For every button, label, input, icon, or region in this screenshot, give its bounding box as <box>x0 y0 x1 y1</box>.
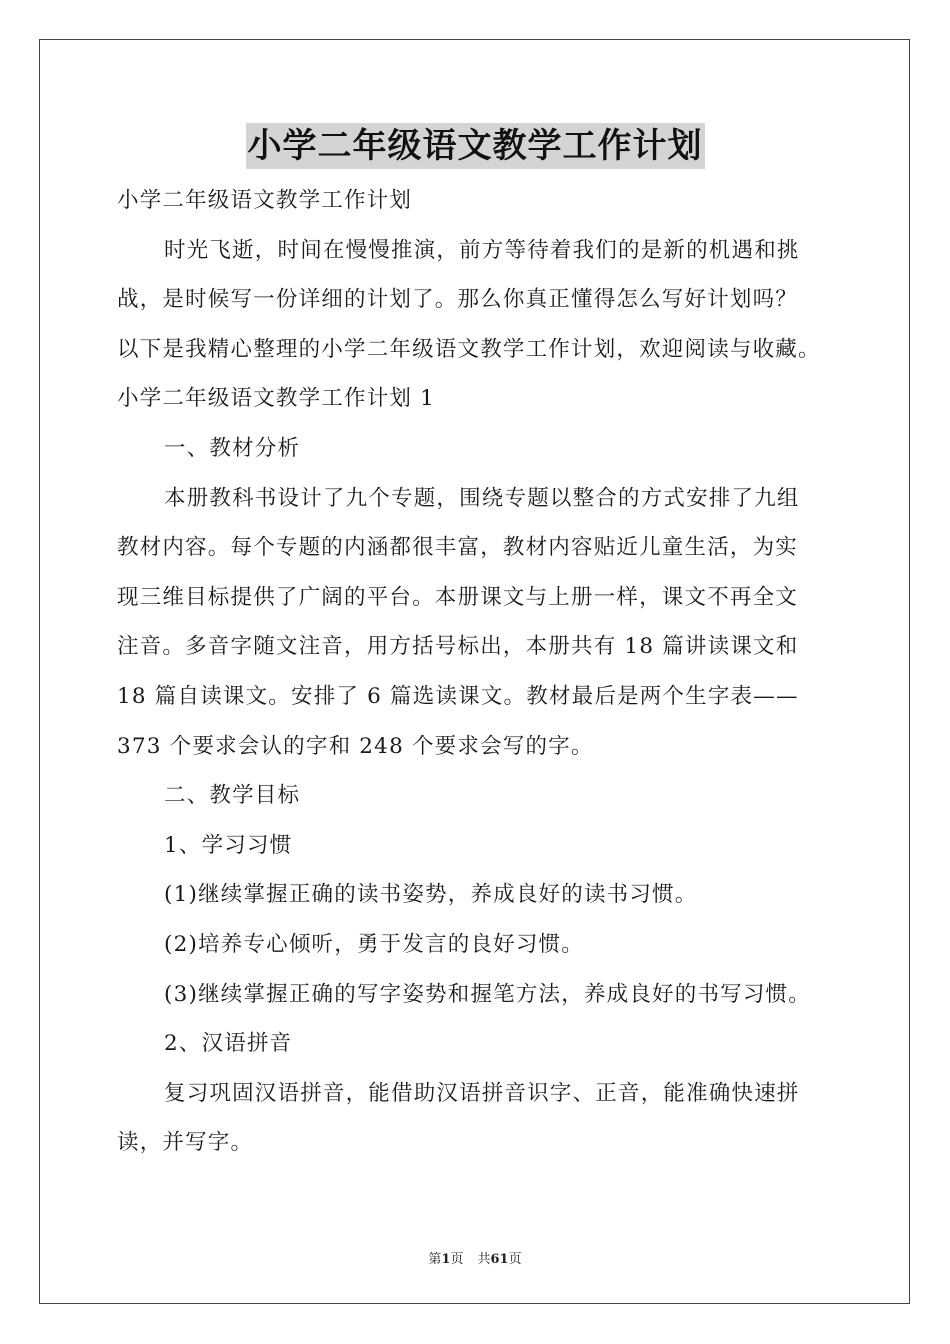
text-line: 18 篇自读课文。安排了 6 篇选读课文。教材最后是两个生字表—— <box>117 683 799 709</box>
document-body <box>117 176 847 1168</box>
text-line: 以下是我精心整理的小学二年级语文教学工作计划，欢迎阅读与收藏。 <box>117 336 821 362</box>
text-line: 2、汉语拼音 <box>164 1031 293 1057</box>
footer-page-suffix: 页 <box>450 1252 464 1267</box>
footer-total-suffix: 页 <box>508 1252 522 1267</box>
text-line: 教材内容。每个专题的内涵都很丰富，教材内容贴近儿童生活，为实 <box>117 535 799 561</box>
text-line: 现三维目标提供了广阔的平台。本册课文与上册一样，课文不再全文 <box>117 584 799 610</box>
text-line: 时光飞逝，时间在慢慢推演，前方等待着我们的是新的机遇和挑 <box>164 237 800 263</box>
title-area <box>0 123 950 169</box>
text-line: 1、学习习惯 <box>164 832 293 858</box>
text-line: (3)继续掌握正确的写字姿势和握笔方法，养成良好的书写习惯。 <box>164 981 811 1007</box>
document-title: 小学二年级语文教学工作计划 <box>246 123 705 169</box>
text-line: 一、教材分析 <box>164 435 301 461</box>
text-line: 二、教学目标 <box>164 783 301 809</box>
text-line: 复习巩固汉语拼音，能借助汉语拼音识字、正音，能准确快速拼 <box>164 1080 800 1106</box>
footer-total-prefix: 共 <box>477 1252 491 1267</box>
text-line: 小学二年级语文教学工作计划 1 <box>117 386 436 412</box>
page-footer <box>0 1248 950 1267</box>
text-line: (2)培养专心倾听，勇于发言的良好习惯。 <box>164 931 584 957</box>
footer-total-pages: 61 <box>490 1252 509 1267</box>
text-line: 注音。多音字随文注音，用方括号标出，本册共有 18 篇讲读课文和 <box>117 634 799 660</box>
text-line: 读，并写字。 <box>117 1130 254 1156</box>
text-line: 小学二年级语文教学工作计划 <box>117 188 413 213</box>
text-line: 本册教科书设计了九个专题，围绕专题以整合的方式安排了九组 <box>164 485 800 511</box>
footer-page-number: 1 <box>441 1252 451 1267</box>
text-line: 战，是时候写一份详细的计划了。那么你真正懂得怎么写好计划吗？ <box>117 287 799 313</box>
footer-page-prefix: 第 <box>428 1252 442 1267</box>
text-line: 373 个要求会认的字和 248 个要求会写的字。 <box>117 733 594 759</box>
text-line: (1)继续掌握正确的读书姿势，养成良好的读书习惯。 <box>164 882 698 908</box>
